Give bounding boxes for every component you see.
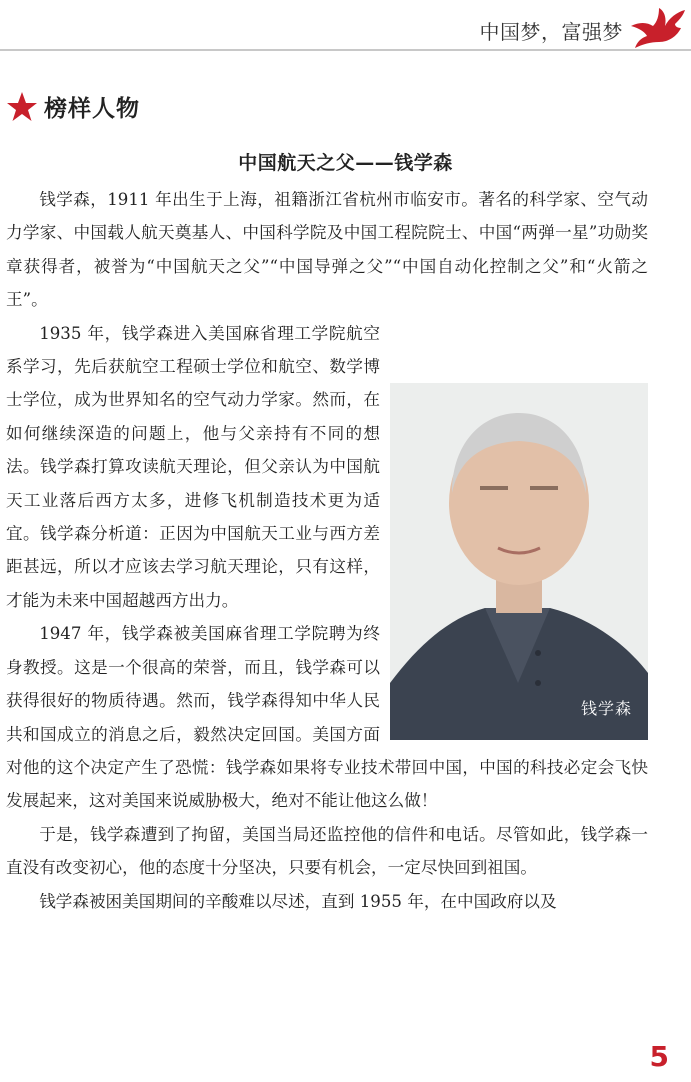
article-body — [6, 183, 648, 918]
section-title: 榜样人物 — [44, 96, 140, 122]
paragraph: 钱学森，1911 年出生于上海，祖籍浙江省杭州市临安市。著名的科学家、空气动力学家、中国载人航天奠基人、中国科学院及中国工程院院士、中国“两弹一星”功勋奖章获得者，被誉为“中国航天之父”“中国导弹之父”“中国自动化控制之父”和“火箭之王”。 — [6, 190, 648, 310]
paragraph: 1935 年，钱学森进入美国麻省理工学院航空系学习，先后获航空工程硕士学位和航空、数学博士学位，成为世界知名的空气动力学家。然而，在如何继续深造的问题上，他与父亲持有不同的想法。钱学森打算攻读航天理论，但父亲认为中国航天工业落后西方太多，进修飞机制造技术更为适宜。钱学森分析道：正因为中国航天工业与西方差距甚远，所以才应该去学习航天理论，只有这样，才能为未来中国超越西方出力。 — [6, 323, 380, 610]
article-title: 中国航天之父——钱学森 — [238, 152, 453, 174]
portrait-photo — [390, 383, 648, 740]
section-heading — [6, 90, 140, 123]
paragraph: 1947 年，钱学森被美国麻省理工学院聘为终身教授。这是一个很高的荣誉，而且，钱学森可以获得很好的物质待遇。然而，钱学森得知中华人民共和国成立的消息之后，毅然决定回国。美国方面对他的这个决定产生了恐慌：钱学森如果将专业技术带回中国，中国的科技必定会飞快发展起来，这对美国来说威胁极大，绝对不能让他这么做！ — [6, 624, 648, 811]
paragraph: 于是，钱学森遭到了拘留，美国当局还监控他的信件和电话。尽管如此，钱学森一直没有改变初心，他的态度十分坚决，只要有机会，一定尽快回到祖国。 — [6, 824, 648, 878]
page-number: 5 — [649, 1040, 669, 1073]
paragraph-block — [6, 317, 648, 818]
paragraph: 钱学森被困美国期间的辛酸难以尽述，直到 1955 年，在中国政府以及 — [39, 891, 557, 911]
header-title: 中国梦，富强梦 — [479, 20, 623, 44]
red-dove-icon — [629, 6, 687, 50]
red-star-icon — [6, 91, 38, 123]
header-divider — [0, 49, 691, 51]
photo-caption: 钱学森 — [580, 699, 632, 719]
